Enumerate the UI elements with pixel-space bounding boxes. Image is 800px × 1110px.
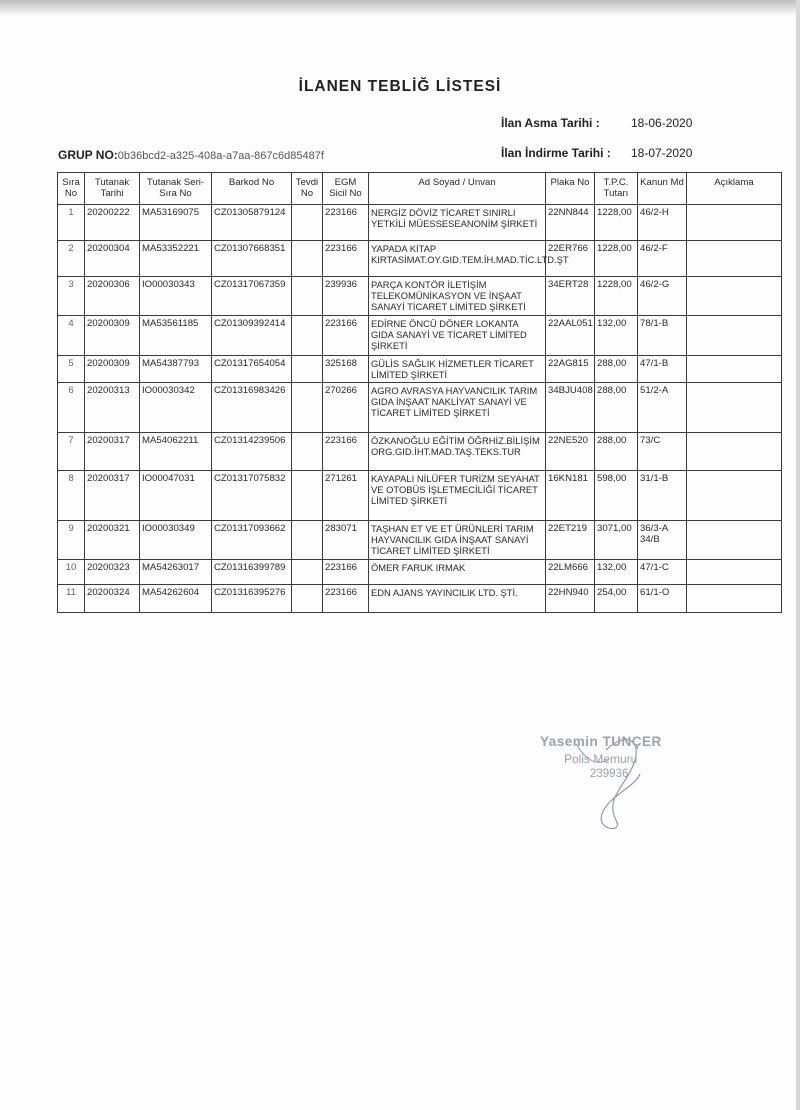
cell-sicil: 283071 <box>323 521 369 560</box>
cell-aciklama <box>687 383 782 433</box>
cell-tarih: 20200313 <box>85 383 140 433</box>
cell-seri: IO00047031 <box>140 471 212 521</box>
cell-sira: 2 <box>58 241 85 277</box>
cell-ad-soyad: PARÇA KONTÖR İLETİŞİM TELEKOMÜNİKASYON VE İNŞAAT SANAYİ TİCARET LİMİTED ŞİRKETİ <box>369 277 546 316</box>
cell-plaka: 22LM666 <box>546 559 595 584</box>
cell-tutar: 1228,00 <box>595 241 638 277</box>
cell-tutar: 132,00 <box>595 559 638 584</box>
grup-no-value: 0b36bcd2-a325-408a-a7aa-867c6d85487f <box>117 150 324 162</box>
cell-tarih: 20200321 <box>85 521 140 560</box>
cell-sira: 6 <box>58 383 85 433</box>
cell-sira: 10 <box>58 559 85 584</box>
cell-sira: 1 <box>58 205 85 241</box>
cell-seri: MA54262604 <box>140 584 212 612</box>
cell-plaka: 22AAL051 <box>546 315 595 355</box>
cell-tevdi <box>292 241 323 277</box>
cell-tutar: 3071,00 <box>595 521 638 560</box>
stamp-officer-name: Yasemin TUNÇER <box>540 734 662 749</box>
cell-plaka: 22HN940 <box>546 584 595 612</box>
cell-seri: MA54062211 <box>140 433 212 471</box>
cell-sicil: 271261 <box>323 471 369 521</box>
table-row <box>58 205 782 241</box>
cell-tarih: 20200324 <box>85 584 140 612</box>
cell-kanun: 78/1-B <box>638 315 687 355</box>
cell-kanun: 46/2-F <box>638 241 687 277</box>
cell-tarih: 20200317 <box>85 471 140 521</box>
teblig-table <box>57 172 782 613</box>
cell-tutar: 254,00 <box>595 584 638 612</box>
cell-tevdi <box>292 355 323 382</box>
cell-sira: 11 <box>58 584 85 612</box>
cell-tutar: 288,00 <box>595 433 638 471</box>
cell-seri: MA53352221 <box>140 241 212 277</box>
cell-sicil: 270266 <box>323 383 369 433</box>
table-row <box>58 277 782 316</box>
cell-tevdi <box>292 521 323 560</box>
cell-plaka: 22ET219 <box>546 521 595 560</box>
cell-tutar: 1228,00 <box>595 205 638 241</box>
cell-sicil: 223166 <box>323 315 369 355</box>
col-header-kanun-md: Kanun Md <box>638 173 687 205</box>
cell-tevdi <box>292 315 323 355</box>
cell-seri: IO00030343 <box>140 277 212 316</box>
table-row <box>58 433 782 471</box>
cell-tevdi <box>292 383 323 433</box>
cell-aciklama <box>687 355 782 382</box>
cell-ad-soyad: GÜLİS SAĞLIK HİZMETLER TİCARET LİMİTED ŞİRKETİ <box>369 355 546 382</box>
cell-barkod: CZ01305879124 <box>212 205 292 241</box>
cell-kanun: 61/1-O <box>638 584 687 612</box>
cell-ad-soyad: ÖMER FARUK IRMAK <box>369 559 546 584</box>
cell-ad-soyad: TAŞHAN ET VE ET ÜRÜNLERİ TARIM HAYVANCILIK GIDA İNŞAAT SANAYİ TİCARET LİMİTED ŞİRKETİ <box>369 521 546 560</box>
cell-kanun: 51/2-A <box>638 383 687 433</box>
cell-plaka: 16KN181 <box>546 471 595 521</box>
cell-tevdi <box>292 584 323 612</box>
cell-tutar: 132,00 <box>595 315 638 355</box>
cell-kanun: 46/2-H <box>638 205 687 241</box>
cell-aciklama <box>687 584 782 612</box>
col-header-tevdi: Tevdi No <box>292 173 323 205</box>
cell-barkod: CZ01317654054 <box>212 355 292 382</box>
cell-kanun: 47/1-C <box>638 559 687 584</box>
cell-tarih: 20200309 <box>85 355 140 382</box>
col-header-barkod: Barkod No <box>212 173 292 205</box>
cell-ad-soyad: AGRO AVRASYA HAYVANCILIK TARIM GIDA İNŞAAT NAKLİYAT SANAYİ VE TİCARET LİMİTED ŞİRKETİ <box>369 383 546 433</box>
cell-ad-soyad: ÖZKANOĞLU EĞİTİM ÖĞRHİZ.BİLİŞİM ORG.GID.İHT.MAD.TAŞ.TEKS.TUR <box>369 433 546 471</box>
cell-tutar: 288,00 <box>595 355 638 382</box>
cell-kanun: 47/1-B <box>638 355 687 382</box>
cell-ad-soyad: EDİRNE ÖNCÜ DÖNER LOKANTA GIDA SANAYİ VE TİCARET LİMİTED ŞİRKETİ <box>369 315 546 355</box>
col-header-tpc-tutari: T.P.C. Tutarı <box>595 173 638 205</box>
cell-kanun: 46/2-G <box>638 277 687 316</box>
cell-tarih: 20200306 <box>85 277 140 316</box>
cell-aciklama <box>687 205 782 241</box>
table-row <box>58 241 782 277</box>
cell-aciklama <box>687 471 782 521</box>
cell-plaka: 22AG815 <box>546 355 595 382</box>
cell-barkod: CZ01317093662 <box>212 521 292 560</box>
cell-aciklama <box>687 315 782 355</box>
cell-tevdi <box>292 471 323 521</box>
cell-aciklama <box>687 241 782 277</box>
cell-plaka: 22ER766 <box>546 241 595 277</box>
cell-sira: 8 <box>58 471 85 521</box>
cell-barkod: CZ01309392414 <box>212 315 292 355</box>
table-row <box>58 559 782 584</box>
cell-barkod: CZ01314239506 <box>212 433 292 471</box>
col-header-ad-soyad: Ad Soyad / Unvan <box>369 173 546 205</box>
col-header-plaka: Plaka No <box>546 173 595 205</box>
cell-ad-soyad: KAYAPALI NİLÜFER TURİZM SEYAHAT VE OTOBÜS İŞLETMECİLİĞİ TİCARET LİMİTED ŞİRKETİ <box>369 471 546 521</box>
scan-right-edge <box>796 0 800 1110</box>
cell-kanun: 36/3-A 34/B <box>638 521 687 560</box>
document-title: İLANEN TEBLİĞ LİSTESİ <box>298 78 502 95</box>
cell-kanun: 31/1-B <box>638 471 687 521</box>
table-row <box>58 521 782 560</box>
cell-tevdi <box>292 277 323 316</box>
table-row <box>58 584 782 612</box>
col-header-seri-sira: Tutanak Seri-Sıra No <box>140 173 212 205</box>
stamp-officer-sicil: 239936 <box>590 768 629 780</box>
cell-barkod: CZ01316399789 <box>212 559 292 584</box>
cell-tarih: 20200317 <box>85 433 140 471</box>
table-row <box>58 355 782 382</box>
cell-tutar: 1228,00 <box>595 277 638 316</box>
cell-tevdi <box>292 433 323 471</box>
cell-barkod: CZ01307668351 <box>212 241 292 277</box>
grup-no-label: GRUP NO: <box>58 148 118 162</box>
cell-kanun: 73/C <box>638 433 687 471</box>
cell-tarih: 20200304 <box>85 241 140 277</box>
cell-sicil: 223166 <box>323 205 369 241</box>
cell-barkod: CZ01317067359 <box>212 277 292 316</box>
cell-barkod: CZ01316395276 <box>212 584 292 612</box>
grup-no <box>58 148 324 162</box>
cell-tevdi <box>292 205 323 241</box>
col-header-sira: Sıra No <box>58 173 85 205</box>
cell-seri: MA54387793 <box>140 355 212 382</box>
ilan-indirme-label: İlan İndirme Tarihi : <box>501 146 611 160</box>
table-row <box>58 383 782 433</box>
cell-seri: MA54263017 <box>140 559 212 584</box>
cell-aciklama <box>687 433 782 471</box>
cell-seri: MA53561185 <box>140 315 212 355</box>
cell-tarih: 20200222 <box>85 205 140 241</box>
cell-ad-soyad: EDN AJANS YAYINCILIK LTD. ŞTİ. <box>369 584 546 612</box>
cell-sira: 3 <box>58 277 85 316</box>
col-header-egm-sicil: EGM Sicil No <box>323 173 369 205</box>
cell-aciklama <box>687 277 782 316</box>
scan-top-edge <box>0 0 800 16</box>
table-row <box>58 471 782 521</box>
table-row <box>58 315 782 355</box>
cell-plaka: 22NN844 <box>546 205 595 241</box>
cell-sicil: 223166 <box>323 433 369 471</box>
cell-sicil: 325168 <box>323 355 369 382</box>
cell-sicil: 223166 <box>323 559 369 584</box>
ilan-asma-value: 18-06-2020 <box>631 116 693 130</box>
col-header-aciklama: Açıklama <box>687 173 782 205</box>
table-header-row <box>58 173 782 205</box>
cell-ad-soyad: YAPADA KİTAP KIRTASİMAT.OY.GID.TEM.İH.MAD.TİC.LTD.ŞT <box>369 241 546 277</box>
cell-sira: 7 <box>58 433 85 471</box>
cell-sicil: 223166 <box>323 584 369 612</box>
cell-sira: 5 <box>58 355 85 382</box>
stamp-officer-title: Polis Memuru <box>564 752 638 766</box>
cell-barkod: CZ01316983426 <box>212 383 292 433</box>
cell-aciklama <box>687 559 782 584</box>
cell-plaka: 34ERT28 <box>546 277 595 316</box>
cell-seri: IO00030342 <box>140 383 212 433</box>
cell-sicil: 223166 <box>323 241 369 277</box>
ilan-indirme-row <box>501 146 692 160</box>
cell-plaka: 22NE520 <box>546 433 595 471</box>
cell-sira: 9 <box>58 521 85 560</box>
cell-tevdi <box>292 559 323 584</box>
cell-barkod: CZ01317075832 <box>212 471 292 521</box>
ilan-asma-row <box>501 116 692 130</box>
cell-tarih: 20200309 <box>85 315 140 355</box>
cell-plaka: 34BJU408 <box>546 383 595 433</box>
cell-ad-soyad: NERGİZ DÖVİZ TİCARET SINIRLI YETKİLİ MÜESSESEANONİM ŞİRKETİ <box>369 205 546 241</box>
cell-tutar: 598,00 <box>595 471 638 521</box>
cell-seri: IO00030349 <box>140 521 212 560</box>
ilan-indirme-value: 18-07-2020 <box>631 146 693 160</box>
cell-tarih: 20200323 <box>85 559 140 584</box>
col-header-tutanak-tarihi: Tutanak Tarihi <box>85 173 140 205</box>
cell-sira: 4 <box>58 315 85 355</box>
cell-sicil: 239936 <box>323 277 369 316</box>
cell-tutar: 288,00 <box>595 383 638 433</box>
cell-seri: MA53169075 <box>140 205 212 241</box>
cell-aciklama <box>687 521 782 560</box>
ilan-asma-label: İlan Asma Tarihi : <box>501 116 600 130</box>
